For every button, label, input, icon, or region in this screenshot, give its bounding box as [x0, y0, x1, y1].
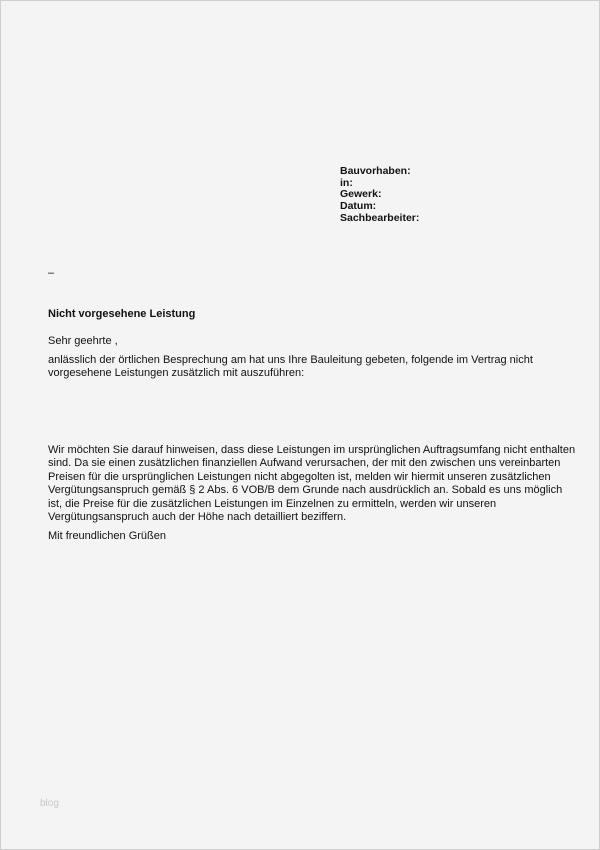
body-line: Vergütungsanspruch gemäß § 2 Abs. 6 VOB/B dem Grunde nach ausdrücklich an. Sobald es uns möglich [48, 484, 563, 497]
closing: Mit freundlichen Grüßen [48, 530, 166, 542]
body-line: sind. Da sie einen zusätzlichen finanziellen Aufwand verursachen, der mit den zwischen uns vereinbarten [48, 457, 561, 470]
meta-label-sachbearbeiter: Sachbearbeiter: [340, 211, 420, 224]
intro-paragraph [48, 354, 533, 381]
body-line: ist, die Preise für die zusätzlichen Leistungen im Einzelnen zu ermitteln, werden wir unseren [48, 497, 497, 510]
body-line: Preisen für die ursprünglichen Leistungen nicht abgegolten ist, melden wir hiermit unseren zusätzlichen [48, 470, 551, 483]
body-line: Vergütungsanspruch auch der Höhe nach detailliert beziffern. [48, 511, 347, 524]
meta-label-gewerk: Gewerk: [340, 188, 382, 201]
intro-line: vorgesehene Leistungen zusätzlich mit auszuführen: [48, 367, 305, 380]
meta-label-bauvorhaben: Bauvorhaben: [340, 165, 411, 177]
salutation: Sehr geehrte , [48, 335, 118, 347]
body-paragraph [48, 444, 575, 524]
meta-label-in: in: [340, 176, 353, 189]
project-meta-block [340, 166, 419, 225]
subject-heading: Nicht vorgesehene Leistung [48, 308, 196, 320]
meta-label-datum: Datum: [340, 200, 377, 213]
dash-line: – [48, 267, 55, 279]
body-line: Wir möchten Sie darauf hinweisen, dass diese Leistungen im ursprünglichen Auftragsumfang nicht enthalten [48, 444, 576, 456]
intro-line: anlässlich der örtlichen Besprechung am hat uns Ihre Bauleitung gebeten, folgende im Vertrag nicht [48, 354, 533, 366]
watermark: blog [40, 798, 59, 809]
